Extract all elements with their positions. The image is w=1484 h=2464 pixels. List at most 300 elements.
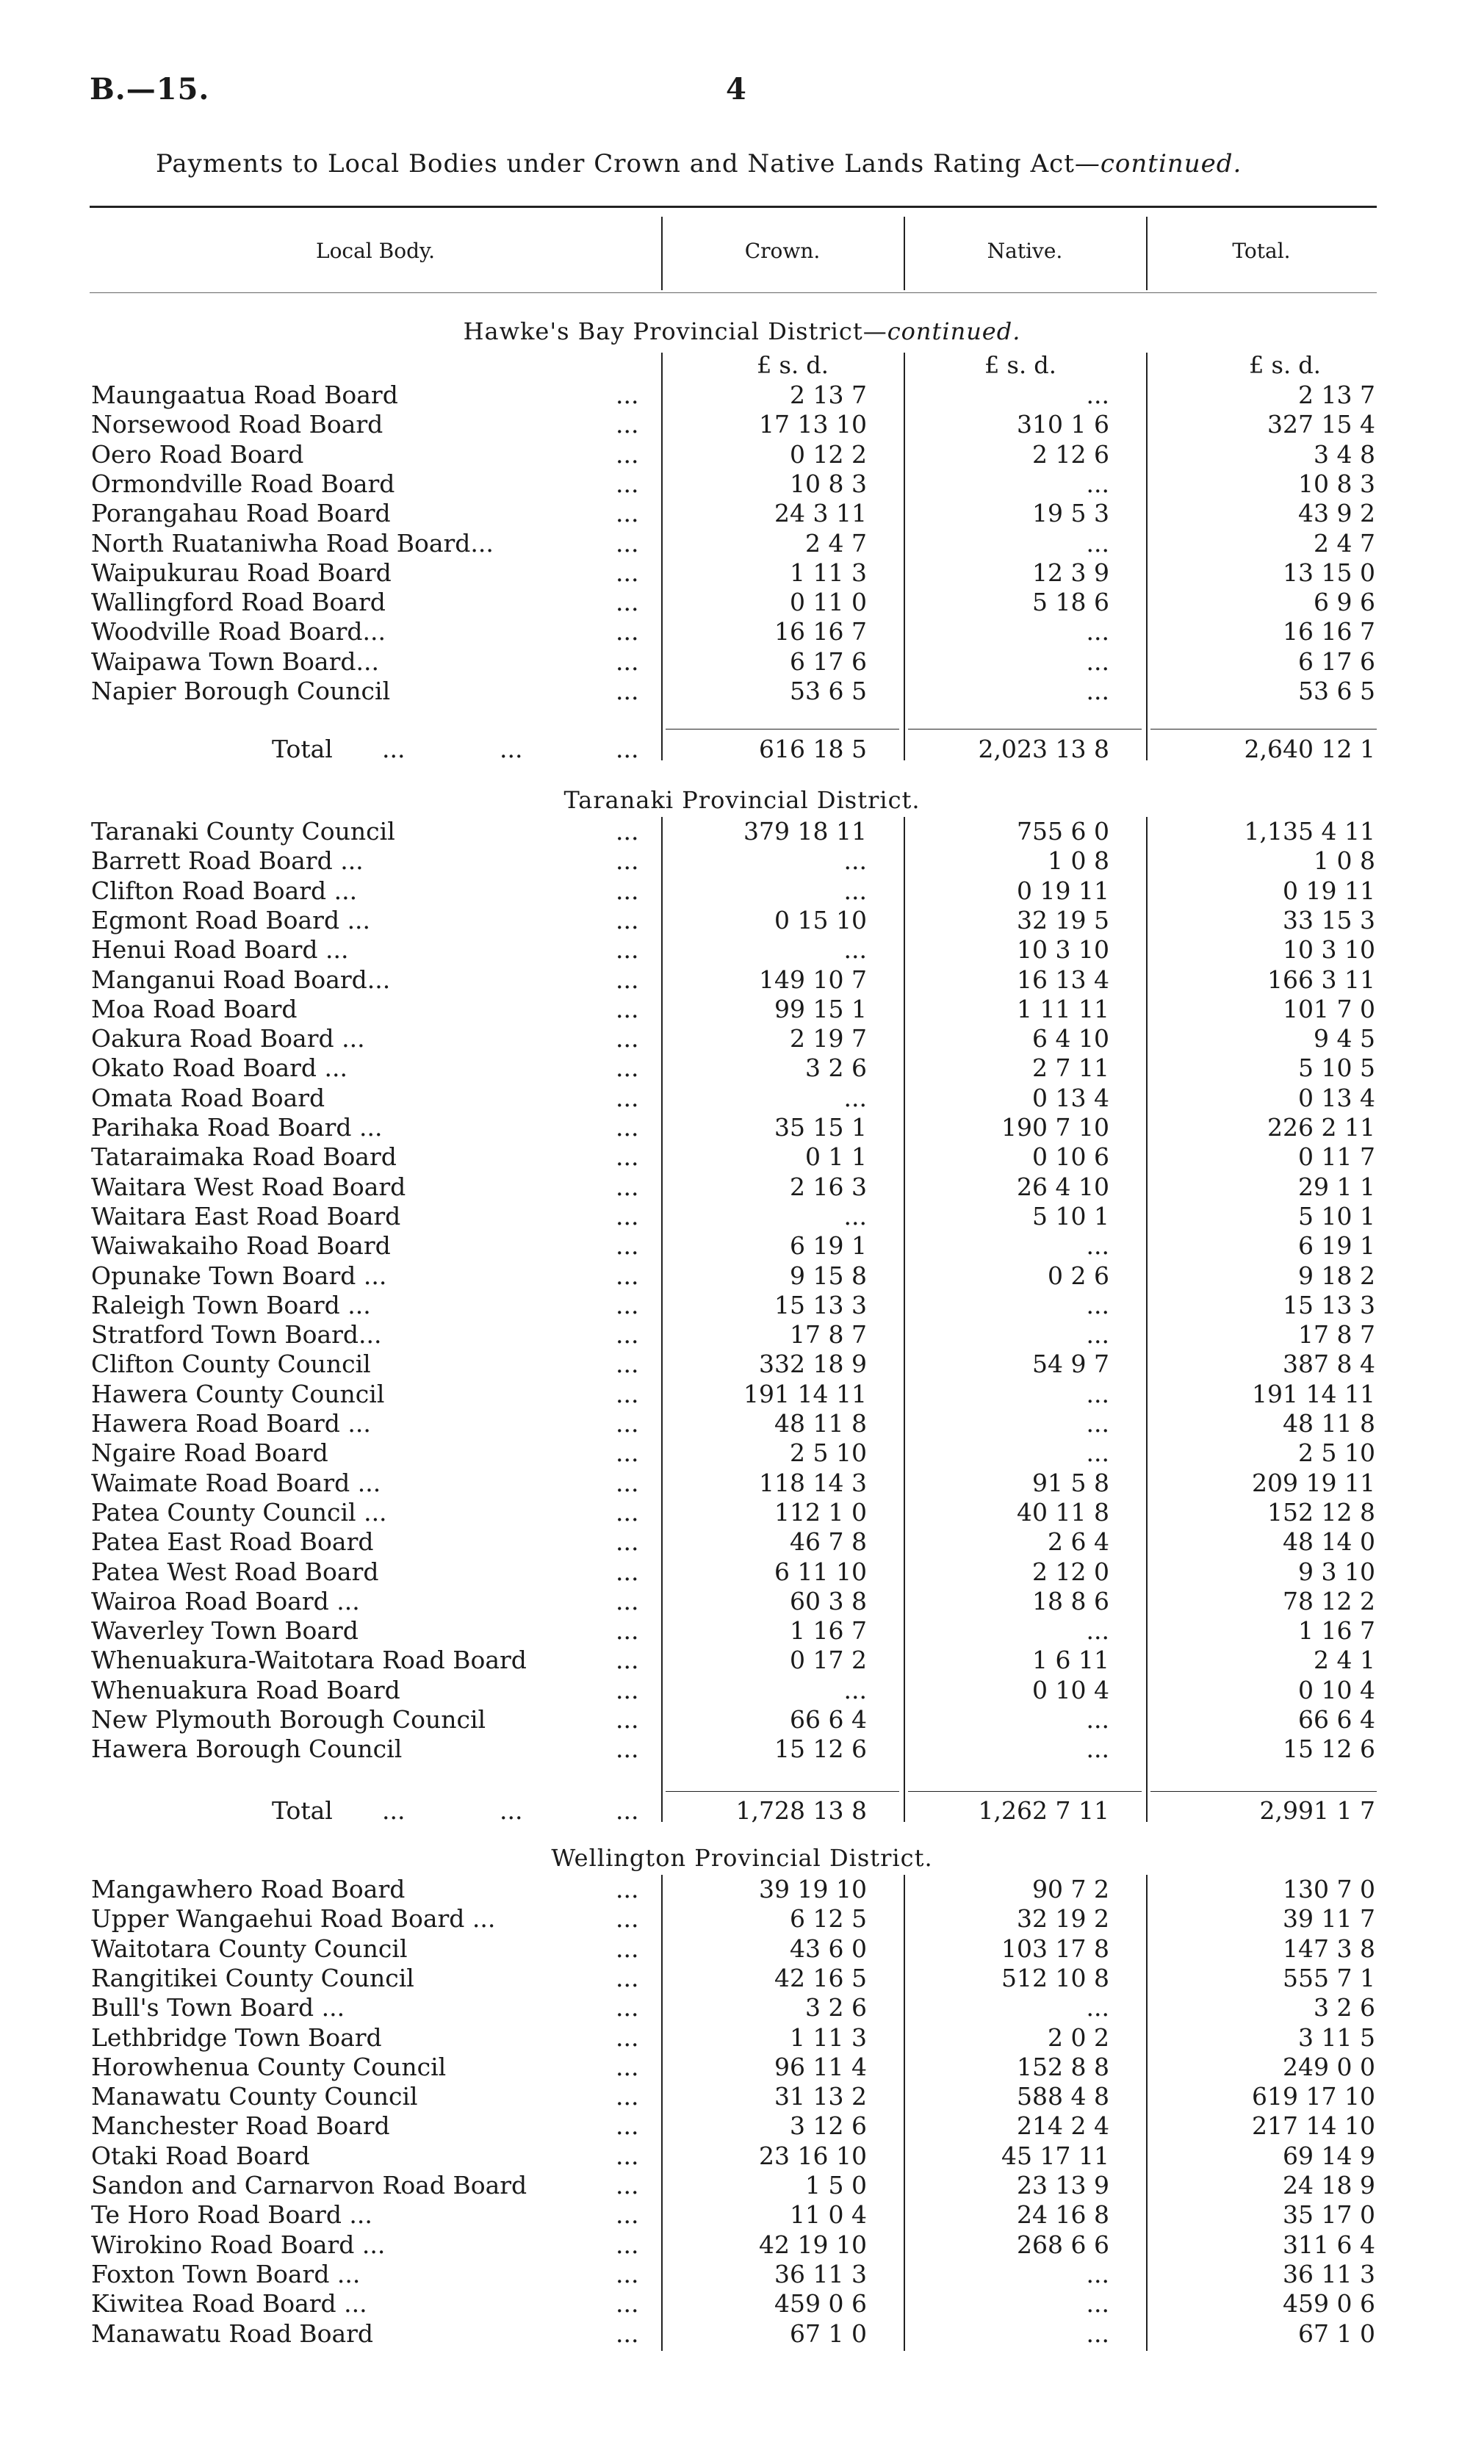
table-row: [0, 1527, 1484, 1557]
native-amount: 18 8 6: [1032, 1587, 1109, 1615]
total-amount: 39 11 7: [1283, 1904, 1375, 1933]
table-row: [0, 1409, 1484, 1438]
crown-amount: 1 5 0: [805, 2171, 867, 2200]
table-row: [0, 2082, 1484, 2111]
page-number: 4: [726, 72, 746, 107]
section-title: [0, 1844, 1484, 1872]
table-row: [0, 2141, 1484, 2171]
leader-dots: ...: [500, 735, 523, 763]
local-body-name: Kiwitea Road Board ...: [91, 2289, 367, 2318]
grand-total: 2,991 1 7: [1259, 1796, 1375, 1825]
leader-dots: ...: [616, 1380, 639, 1408]
leader-dots: ...: [616, 469, 639, 498]
total-amount: 152 12 8: [1267, 1498, 1375, 1527]
crown-total: 616 18 5: [759, 735, 867, 763]
local-body-name: Wirokino Road Board ...: [91, 2230, 386, 2259]
native-amount: 2 7 11: [1032, 1053, 1109, 1082]
leader-dots: ...: [616, 647, 639, 676]
table-row: [0, 1646, 1484, 1675]
total-amount: 101 7 0: [1283, 995, 1375, 1023]
crown-amount: 6 17 6: [790, 647, 867, 676]
local-body-name: North Ruataniwha Road Board...: [91, 529, 494, 558]
native-amount: ...: [1086, 617, 1109, 646]
leader-dots: ...: [616, 935, 639, 964]
crown-amount: 6 19 1: [790, 1231, 867, 1260]
crown-amount: 2 19 7: [790, 1024, 867, 1053]
table-row: [0, 1438, 1484, 1468]
native-amount: 2 6 4: [1048, 1527, 1109, 1556]
native-amount: 0 13 4: [1032, 1084, 1109, 1112]
crown-amount: 10 8 3: [790, 469, 867, 498]
total-amount: 147 3 8: [1283, 1934, 1375, 1963]
local-body-name: Rangitikei County Council: [91, 1964, 414, 1992]
crown-amount: 46 7 8: [790, 1527, 867, 1556]
local-body-name: Ngaire Road Board: [91, 1438, 328, 1467]
leader-dots: ...: [616, 677, 639, 705]
table-row: [0, 1469, 1484, 1498]
total-amount: 35 17 0: [1283, 2200, 1375, 2229]
total-amount: 15 13 3: [1283, 1291, 1375, 1319]
leader-dots: ...: [616, 2200, 639, 2229]
local-body-name: Clifton Road Board ...: [91, 876, 358, 905]
table-row: [0, 1320, 1484, 1350]
total-amount: 3 11 5: [1298, 2023, 1375, 2052]
leader-dots: ...: [616, 1646, 639, 1674]
table-row: [0, 469, 1484, 499]
native-amount: 45 17 11: [1001, 2141, 1109, 2170]
leader-dots: ...: [616, 2141, 639, 2170]
header-bottom-rule: [90, 292, 1377, 293]
table-row: [0, 410, 1484, 439]
crown-amount: 31 13 2: [774, 2082, 867, 2111]
crown-amount: 0 11 0: [790, 588, 867, 616]
total-amount: 5 10 1: [1298, 1202, 1375, 1231]
native-amount: 1 6 11: [1032, 1646, 1109, 1674]
crown-amount: ...: [843, 876, 867, 905]
local-body-name: Patea East Road Board: [91, 1527, 374, 1556]
table-row: [0, 1964, 1484, 1993]
table-row: [0, 1557, 1484, 1587]
grand-total: 2,640 12 1: [1244, 735, 1375, 763]
local-body-name: Waitara East Road Board: [91, 1202, 401, 1231]
crown-amount: 1 11 3: [790, 558, 867, 587]
local-body-name: Barrett Road Board ...: [91, 846, 364, 875]
total-amount: 24 18 9: [1283, 2171, 1375, 2200]
table-row: [0, 1904, 1484, 1934]
leader-dots: ...: [616, 1320, 639, 1349]
crown-amount: 9 15 8: [790, 1261, 867, 1290]
table-row: [0, 1875, 1484, 1904]
leader-dots: ...: [616, 1142, 639, 1171]
total-amount: 226 2 11: [1267, 1113, 1375, 1142]
table-row: [0, 2230, 1484, 2260]
local-body-name: Parihaka Road Board ...: [91, 1113, 383, 1142]
native-amount: ...: [1086, 381, 1109, 409]
table-row: [0, 995, 1484, 1024]
table-row: [0, 617, 1484, 646]
table-row: [0, 2319, 1484, 2349]
local-body-name: Omata Road Board: [91, 1084, 325, 1112]
leader-dots: ...: [616, 2230, 639, 2259]
native-amount: 310 1 6: [1017, 410, 1109, 439]
native-amount: 6 4 10: [1032, 1024, 1109, 1053]
total-amount: 13 15 0: [1283, 558, 1375, 587]
local-body-name: Waitotara County Council: [91, 1934, 408, 1963]
total-amount: 2 4 1: [1314, 1646, 1375, 1674]
leader-dots: ...: [616, 1350, 639, 1378]
table-row: [0, 2200, 1484, 2230]
table-row: [0, 1616, 1484, 1646]
total-amount: 2 5 10: [1298, 1438, 1375, 1467]
crown-amount: 2 4 7: [805, 529, 867, 558]
native-amount: 0 10 4: [1032, 1676, 1109, 1704]
currency-header-total: £ s. d.: [1249, 351, 1321, 379]
total-amount: 53 6 5: [1298, 677, 1375, 705]
table-row: [0, 2023, 1484, 2053]
table-row: [0, 1291, 1484, 1320]
crown-total: 1,728 13 8: [735, 1796, 867, 1825]
crown-amount: 3 2 6: [805, 1053, 867, 1082]
table-row: [0, 1202, 1484, 1231]
crown-amount: 149 10 7: [759, 965, 867, 994]
total-amount: 10 8 3: [1298, 469, 1375, 498]
currency-header-native: £ s. d.: [984, 351, 1056, 379]
total-amount: 2 13 7: [1298, 381, 1375, 409]
local-body-name: Manganui Road Board...: [91, 965, 391, 994]
native-total: 2,023 13 8: [978, 735, 1109, 763]
section-title-text: Taranaki Provincial District.: [563, 786, 921, 814]
total-amount: 0 13 4: [1298, 1084, 1375, 1112]
table-row: [0, 677, 1484, 706]
crown-amount: 118 14 3: [759, 1469, 867, 1497]
leader-dots: ...: [616, 1172, 639, 1201]
crown-amount: 17 8 7: [790, 1320, 867, 1349]
table-row: [0, 1113, 1484, 1142]
local-body-name: Patea County Council ...: [91, 1498, 387, 1527]
total-amount: 3 4 8: [1314, 440, 1375, 469]
table-row: [0, 1734, 1484, 1764]
local-body-name: Egmont Road Board ...: [91, 906, 371, 934]
native-total: 1,262 7 11: [978, 1796, 1109, 1825]
leader-dots: ...: [616, 1084, 639, 1112]
local-body-name: Whenuakura-Waitotara Road Board: [91, 1646, 527, 1674]
crown-amount: 2 13 7: [790, 381, 867, 409]
table-row: [0, 965, 1484, 995]
total-amount: 619 17 10: [1252, 2082, 1375, 2111]
crown-amount: 66 6 4: [790, 1705, 867, 1734]
leader-dots: ...: [616, 1904, 639, 1933]
leader-dots: ...: [616, 2023, 639, 2052]
leader-dots: ...: [616, 735, 639, 763]
native-amount: ...: [1086, 529, 1109, 558]
native-amount: 190 7 10: [1001, 1113, 1109, 1142]
crown-amount: 112 1 0: [774, 1498, 867, 1527]
table-row: [0, 1142, 1484, 1172]
table-row: [0, 499, 1484, 528]
leader-dots: ...: [616, 1498, 639, 1527]
leader-dots: ...: [616, 1705, 639, 1734]
total-amount: 48 14 0: [1283, 1527, 1375, 1556]
total-amount: 191 14 11: [1252, 1380, 1375, 1408]
total-label: Total: [272, 735, 333, 763]
table-row: [0, 647, 1484, 677]
crown-amount: 1 16 7: [790, 1616, 867, 1645]
local-body-name: Oero Road Board: [91, 440, 304, 469]
total-amount: 130 7 0: [1283, 1875, 1375, 1903]
crown-amount: 43 6 0: [790, 1934, 867, 1963]
crown-amount: 3 2 6: [805, 1993, 867, 2022]
column-header-native: Native.: [987, 239, 1063, 263]
leader-dots: ...: [616, 1202, 639, 1231]
total-amount: 6 19 1: [1298, 1231, 1375, 1260]
native-amount: ...: [1086, 1993, 1109, 2022]
crown-amount: 0 1 1: [805, 1142, 867, 1171]
leader-dots: ...: [616, 1409, 639, 1438]
local-body-name: New Plymouth Borough Council: [91, 1705, 486, 1734]
local-body-name: Otaki Road Board: [91, 2141, 310, 2170]
leader-dots: ...: [616, 499, 639, 527]
leader-dots: ...: [616, 2171, 639, 2200]
table-caption: [156, 149, 1242, 179]
local-body-name: Manawatu County Council: [91, 2082, 418, 2111]
column-header-body: Local Body.: [315, 239, 436, 263]
leader-dots: ...: [616, 2260, 639, 2288]
total-amount: 33 15 3: [1283, 906, 1375, 934]
native-amount: 91 5 8: [1032, 1469, 1109, 1497]
leader-dots: ...: [616, 2319, 639, 2348]
currency-header-crown: £ s. d.: [757, 351, 829, 379]
total-amount: 67 1 0: [1298, 2319, 1375, 2348]
total-amount: 1 0 8: [1314, 846, 1375, 875]
total-amount: 217 14 10: [1252, 2111, 1375, 2140]
native-amount: 2 12 6: [1032, 440, 1109, 469]
crown-amount: 0 12 2: [790, 440, 867, 469]
table-row: [0, 935, 1484, 965]
leader-dots: ...: [616, 1024, 639, 1053]
native-amount: 26 4 10: [1017, 1172, 1109, 1201]
native-amount: ...: [1086, 1705, 1109, 1734]
total-amount: 1,135 4 11: [1244, 817, 1375, 846]
total-amount: 0 11 7: [1298, 1142, 1375, 1171]
leader-dots: ...: [616, 529, 639, 558]
total-amount: 48 11 8: [1283, 1409, 1375, 1438]
leader-dots: ...: [616, 1291, 639, 1319]
total-amount: 78 12 2: [1283, 1587, 1375, 1615]
native-amount: 268 6 6: [1017, 2230, 1109, 2259]
total-amount: 29 1 1: [1298, 1172, 1375, 1201]
local-body-name: Manchester Road Board: [91, 2111, 390, 2140]
section-title-continued: continued.: [887, 317, 1021, 345]
crown-amount: ...: [843, 1676, 867, 1704]
leader-dots: ...: [616, 1875, 639, 1903]
table-row: [0, 1084, 1484, 1113]
leader-dots: ...: [616, 906, 639, 934]
local-body-name: Woodville Road Board...: [91, 617, 386, 646]
native-amount: 2 12 0: [1032, 1557, 1109, 1586]
total-rule: [666, 1791, 899, 1792]
leader-dots: ...: [616, 1261, 639, 1290]
header-top-rule: [90, 206, 1377, 208]
leader-dots: ...: [616, 1676, 639, 1704]
table-row: [0, 906, 1484, 935]
leader-dots: ...: [616, 1734, 639, 1763]
table-row: [0, 876, 1484, 906]
local-body-name: Hawera Road Board ...: [91, 1409, 371, 1438]
section-title-text: Hawke's Bay Provincial District—: [463, 317, 887, 345]
table-row: [0, 381, 1484, 410]
total-amount: 66 6 4: [1298, 1705, 1375, 1734]
native-amount: 5 18 6: [1032, 588, 1109, 616]
table-row: [0, 817, 1484, 846]
leader-dots: ...: [616, 1796, 639, 1825]
native-amount: 512 10 8: [1001, 1964, 1109, 1992]
table-row: [0, 558, 1484, 588]
local-body-name: Wallingford Road Board: [91, 588, 386, 616]
caption-continued: continued.: [1100, 149, 1242, 179]
total-amount: 15 12 6: [1283, 1734, 1375, 1763]
crown-amount: 2 5 10: [790, 1438, 867, 1467]
native-amount: 1 0 8: [1048, 846, 1109, 875]
native-amount: ...: [1086, 677, 1109, 705]
total-amount: 6 17 6: [1298, 647, 1375, 676]
native-amount: 10 3 10: [1017, 935, 1109, 964]
local-body-name: Waipukurau Road Board: [91, 558, 392, 587]
local-body-name: Henui Road Board ...: [91, 935, 349, 964]
total-row: [0, 735, 1484, 764]
crown-amount: 15 12 6: [774, 1734, 867, 1763]
table-row: [0, 2053, 1484, 2082]
native-amount: ...: [1086, 1320, 1109, 1349]
local-body-name: Clifton County Council: [91, 1350, 371, 1378]
native-amount: 24 16 8: [1017, 2200, 1109, 2229]
leader-dots: ...: [616, 1616, 639, 1645]
crown-amount: 99 15 1: [774, 995, 867, 1023]
total-amount: 1 16 7: [1298, 1616, 1375, 1645]
leader-dots: ...: [616, 1113, 639, 1142]
native-amount: 40 11 8: [1017, 1498, 1109, 1527]
total-amount: 36 11 3: [1283, 2260, 1375, 2288]
leader-dots: ...: [616, 1231, 639, 1260]
table-row: [0, 1934, 1484, 1964]
leader-dots: ...: [616, 1053, 639, 1082]
native-amount: ...: [1086, 2260, 1109, 2288]
table-row: [0, 2111, 1484, 2141]
native-amount: ...: [1086, 1409, 1109, 1438]
total-rule: [908, 729, 1142, 730]
crown-amount: 67 1 0: [790, 2319, 867, 2348]
total-amount: 0 19 11: [1283, 876, 1375, 905]
total-amount: 459 0 6: [1283, 2289, 1375, 2318]
native-amount: ...: [1086, 2319, 1109, 2348]
leader-dots: ...: [616, 1964, 639, 1992]
leader-dots: ...: [616, 1587, 639, 1615]
total-row: [0, 1796, 1484, 1826]
local-body-name: Hawera Borough Council: [91, 1734, 403, 1763]
total-amount: 387 8 4: [1283, 1350, 1375, 1378]
leader-dots: ...: [616, 1557, 639, 1586]
leader-dots: ...: [382, 735, 406, 763]
native-amount: 54 9 7: [1032, 1350, 1109, 1378]
local-body-name: Stratford Town Board...: [91, 1320, 382, 1349]
native-amount: 32 19 2: [1017, 1904, 1109, 1933]
local-body-name: Waimate Road Board ...: [91, 1469, 381, 1497]
section-title: [0, 317, 1484, 345]
local-body-name: Taranaki County Council: [91, 817, 395, 846]
native-amount: 103 17 8: [1001, 1934, 1109, 1963]
leader-dots: ...: [616, 2082, 639, 2111]
section-title: [0, 786, 1484, 814]
crown-amount: 36 11 3: [774, 2260, 867, 2288]
crown-amount: 379 18 11: [743, 817, 867, 846]
native-amount: 12 3 9: [1032, 558, 1109, 587]
local-body-name: Bull's Town Board ...: [91, 1993, 345, 2022]
crown-amount: 459 0 6: [774, 2289, 867, 2318]
total-rule: [1150, 729, 1377, 730]
native-amount: ...: [1086, 647, 1109, 676]
crown-amount: 39 19 10: [759, 1875, 867, 1903]
leader-dots: ...: [616, 876, 639, 905]
leader-dots: ...: [616, 1934, 639, 1963]
table-row: [0, 2171, 1484, 2200]
total-amount: 43 9 2: [1298, 499, 1375, 527]
local-body-name: Maungaatua Road Board: [91, 381, 398, 409]
native-amount: ...: [1086, 2289, 1109, 2318]
crown-amount: ...: [843, 846, 867, 875]
leader-dots: ...: [616, 965, 639, 994]
crown-amount: 0 15 10: [774, 906, 867, 934]
native-amount: 0 19 11: [1017, 876, 1109, 905]
local-body-name: Waiwakaiho Road Board: [91, 1231, 391, 1260]
local-body-name: Mangawhero Road Board: [91, 1875, 406, 1903]
leader-dots: ...: [616, 1527, 639, 1556]
crown-amount: 3 12 6: [790, 2111, 867, 2140]
table-row: [0, 1993, 1484, 2022]
leader-dots: ...: [616, 817, 639, 846]
total-amount: 0 10 4: [1298, 1676, 1375, 1704]
crown-amount: ...: [843, 1202, 867, 1231]
document-reference: B.—15.: [90, 72, 210, 107]
leader-dots: ...: [500, 1796, 523, 1825]
local-body-name: Tataraimaka Road Board: [91, 1142, 397, 1171]
native-amount: 5 10 1: [1032, 1202, 1109, 1231]
leader-dots: ...: [616, 2053, 639, 2081]
total-amount: 9 3 10: [1298, 1557, 1375, 1586]
table-row: [0, 1350, 1484, 1379]
total-rule: [1150, 1791, 1377, 1792]
total-amount: 17 8 7: [1298, 1320, 1375, 1349]
total-amount: 6 9 6: [1314, 588, 1375, 616]
native-amount: ...: [1086, 1734, 1109, 1763]
local-body-name: Norsewood Road Board: [91, 410, 383, 439]
native-amount: 755 6 0: [1017, 817, 1109, 846]
native-amount: ...: [1086, 1616, 1109, 1645]
crown-amount: 6 11 10: [774, 1557, 867, 1586]
total-amount: 209 19 11: [1252, 1469, 1375, 1497]
local-body-name: Waverley Town Board: [91, 1616, 359, 1645]
crown-amount: 0 17 2: [790, 1646, 867, 1674]
leader-dots: ...: [616, 381, 639, 409]
leader-dots: ...: [616, 2289, 639, 2318]
leader-dots: ...: [382, 1796, 406, 1825]
leader-dots: ...: [616, 440, 639, 469]
native-amount: 214 2 4: [1017, 2111, 1109, 2140]
total-amount: 249 0 0: [1283, 2053, 1375, 2081]
crown-amount: 6 12 5: [790, 1904, 867, 1933]
crown-amount: 16 16 7: [774, 617, 867, 646]
native-amount: 16 13 4: [1017, 965, 1109, 994]
local-body-name: Raleigh Town Board ...: [91, 1291, 371, 1319]
native-amount: 23 13 9: [1017, 2171, 1109, 2200]
